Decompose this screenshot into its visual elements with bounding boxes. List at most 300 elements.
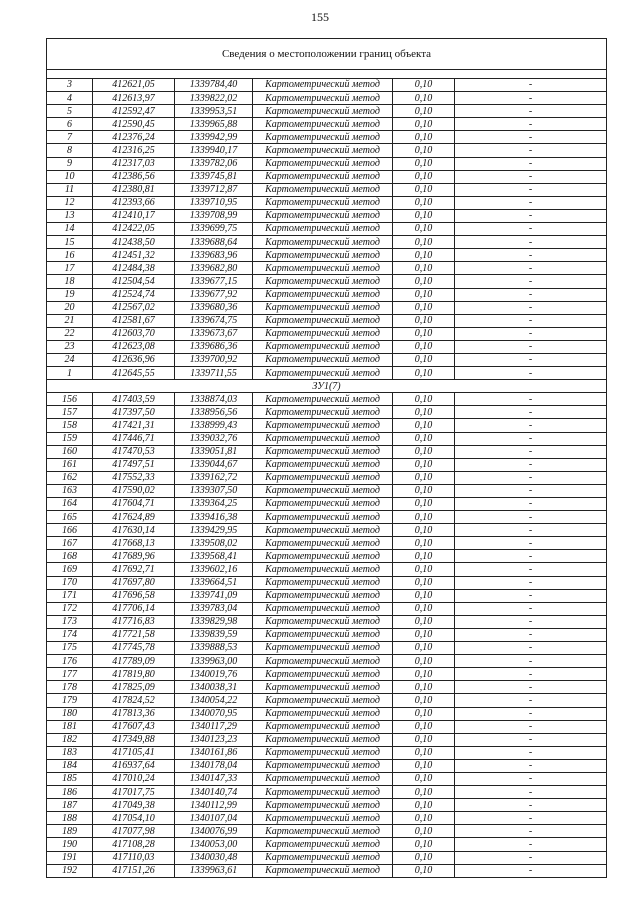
y-coordinate-cell: 1339965,88: [175, 118, 253, 131]
table-row: [47, 812, 607, 825]
description-cell: -: [455, 655, 607, 668]
point-number-cell: 169: [47, 563, 93, 576]
x-coordinate-cell: 412380,81: [93, 183, 175, 196]
table-row: [47, 79, 607, 92]
table-row: [47, 105, 607, 118]
spacer-row: [47, 70, 607, 79]
table-row: [47, 484, 607, 497]
point-number-cell: 1: [47, 367, 93, 380]
description-cell: -: [455, 602, 607, 615]
y-coordinate-cell: 1340117,29: [175, 720, 253, 733]
x-coordinate-cell: 412524,74: [93, 288, 175, 301]
method-cell: Картометрический метод: [253, 131, 393, 144]
method-cell: Картометрический метод: [253, 511, 393, 524]
point-number-cell: 15: [47, 236, 93, 249]
x-coordinate-cell: 417692,71: [93, 563, 175, 576]
y-coordinate-cell: 1339307,50: [175, 484, 253, 497]
table-row: [47, 419, 607, 432]
x-coordinate-cell: 417696,58: [93, 589, 175, 602]
y-coordinate-cell: 1339508,02: [175, 537, 253, 550]
description-cell: -: [455, 262, 607, 275]
x-coordinate-cell: 412592,47: [93, 105, 175, 118]
description-cell: -: [455, 563, 607, 576]
description-cell: -: [455, 327, 607, 340]
description-cell: -: [455, 628, 607, 641]
point-number-cell: 17: [47, 262, 93, 275]
point-number-cell: 173: [47, 615, 93, 628]
point-number-cell: 183: [47, 746, 93, 759]
y-coordinate-cell: 1339364,25: [175, 498, 253, 511]
point-number-cell: 10: [47, 170, 93, 183]
table-row: [47, 694, 607, 707]
accuracy-cell: 0,10: [393, 615, 455, 628]
table-row: [47, 707, 607, 720]
method-cell: Картометрический метод: [253, 445, 393, 458]
description-cell: -: [455, 759, 607, 772]
method-cell: Картометрический метод: [253, 602, 393, 615]
point-number-cell: 8: [47, 144, 93, 157]
table-row: [47, 406, 607, 419]
y-coordinate-cell: 1339741,09: [175, 589, 253, 602]
table-row: [47, 576, 607, 589]
x-coordinate-cell: 412484,38: [93, 262, 175, 275]
point-number-cell: 12: [47, 196, 93, 209]
method-cell: Картометрический метод: [253, 707, 393, 720]
accuracy-cell: 0,10: [393, 681, 455, 694]
table-row: [47, 209, 607, 222]
description-cell: -: [455, 105, 607, 118]
y-coordinate-cell: 1340053,00: [175, 838, 253, 851]
description-cell: -: [455, 825, 607, 838]
accuracy-cell: 0,10: [393, 393, 455, 406]
point-number-cell: 11: [47, 183, 93, 196]
accuracy-cell: 0,10: [393, 799, 455, 812]
y-coordinate-cell: 1340112,99: [175, 799, 253, 812]
method-cell: Картометрический метод: [253, 223, 393, 236]
method-cell: Картометрический метод: [253, 432, 393, 445]
method-cell: Картометрический метод: [253, 105, 393, 118]
x-coordinate-cell: 417668,13: [93, 537, 175, 550]
accuracy-cell: 0,10: [393, 707, 455, 720]
accuracy-cell: 0,10: [393, 432, 455, 445]
method-cell: Картометрический метод: [253, 406, 393, 419]
table-row: [47, 393, 607, 406]
table-row: [47, 681, 607, 694]
y-coordinate-cell: 1339673,67: [175, 327, 253, 340]
x-coordinate-cell: 417630,14: [93, 524, 175, 537]
description-cell: -: [455, 393, 607, 406]
y-coordinate-cell: 1340070,95: [175, 707, 253, 720]
table-row: [47, 458, 607, 471]
description-cell: -: [455, 157, 607, 170]
description-cell: -: [455, 812, 607, 825]
x-coordinate-cell: 412645,55: [93, 367, 175, 380]
description-cell: -: [455, 223, 607, 236]
method-cell: Картометрический метод: [253, 576, 393, 589]
y-coordinate-cell: 1340161,86: [175, 746, 253, 759]
point-number-cell: 166: [47, 524, 93, 537]
accuracy-cell: 0,10: [393, 786, 455, 799]
x-coordinate-cell: 417745,78: [93, 642, 175, 655]
description-cell: -: [455, 851, 607, 864]
method-cell: Картометрический метод: [253, 353, 393, 366]
point-number-cell: 185: [47, 772, 93, 785]
accuracy-cell: 0,10: [393, 118, 455, 131]
point-number-cell: 16: [47, 249, 93, 262]
table-row: [47, 589, 607, 602]
y-coordinate-cell: 1339162,72: [175, 471, 253, 484]
table-row: [47, 118, 607, 131]
description-cell: -: [455, 144, 607, 157]
accuracy-cell: 0,10: [393, 602, 455, 615]
description-cell: -: [455, 786, 607, 799]
x-coordinate-cell: 417349,88: [93, 733, 175, 746]
table-row: [47, 628, 607, 641]
point-number-cell: 157: [47, 406, 93, 419]
y-coordinate-cell: 1340140,74: [175, 786, 253, 799]
y-coordinate-cell: 1339963,00: [175, 655, 253, 668]
x-coordinate-cell: 417049,38: [93, 799, 175, 812]
point-number-cell: 182: [47, 733, 93, 746]
accuracy-cell: 0,10: [393, 511, 455, 524]
y-coordinate-cell: 1338874,03: [175, 393, 253, 406]
accuracy-cell: 0,10: [393, 825, 455, 838]
table-row: [47, 432, 607, 445]
x-coordinate-cell: 412623,08: [93, 340, 175, 353]
x-coordinate-cell: 417110,03: [93, 851, 175, 864]
accuracy-cell: 0,10: [393, 563, 455, 576]
accuracy-cell: 0,10: [393, 471, 455, 484]
table-row: [47, 498, 607, 511]
table-row: [47, 301, 607, 314]
description-cell: -: [455, 707, 607, 720]
table-row: [47, 537, 607, 550]
description-cell: -: [455, 367, 607, 380]
y-coordinate-cell: 1339677,15: [175, 275, 253, 288]
y-coordinate-cell: 1339712,87: [175, 183, 253, 196]
x-coordinate-cell: 417397,50: [93, 406, 175, 419]
method-cell: Картометрический метод: [253, 144, 393, 157]
y-coordinate-cell: 1339699,75: [175, 223, 253, 236]
description-cell: -: [455, 733, 607, 746]
description-cell: -: [455, 445, 607, 458]
y-coordinate-cell: 1339664,51: [175, 576, 253, 589]
table-row: [47, 786, 607, 799]
table-row: [47, 746, 607, 759]
method-cell: Картометрический метод: [253, 79, 393, 92]
description-cell: -: [455, 772, 607, 785]
accuracy-cell: 0,10: [393, 183, 455, 196]
description-cell: -: [455, 720, 607, 733]
section-row: [47, 380, 607, 393]
table-row: [47, 92, 607, 105]
point-number-cell: 5: [47, 105, 93, 118]
method-cell: Картометрический метод: [253, 275, 393, 288]
method-cell: Картометрический метод: [253, 825, 393, 838]
accuracy-cell: 0,10: [393, 406, 455, 419]
point-number-cell: 13: [47, 209, 93, 222]
description-cell: -: [455, 118, 607, 131]
method-cell: Картометрический метод: [253, 628, 393, 641]
table-row: [47, 157, 607, 170]
description-cell: -: [455, 275, 607, 288]
accuracy-cell: 0,10: [393, 668, 455, 681]
table-row: [47, 851, 607, 864]
y-coordinate-cell: 1339784,40: [175, 79, 253, 92]
x-coordinate-cell: 417689,96: [93, 550, 175, 563]
table-row: [47, 864, 607, 877]
description-cell: -: [455, 615, 607, 628]
table-row: [47, 131, 607, 144]
point-number-cell: 184: [47, 759, 93, 772]
point-number-cell: 21: [47, 314, 93, 327]
x-coordinate-cell: 417789,09: [93, 655, 175, 668]
accuracy-cell: 0,10: [393, 262, 455, 275]
table-row: [47, 642, 607, 655]
accuracy-cell: 0,10: [393, 196, 455, 209]
x-coordinate-cell: 412376,24: [93, 131, 175, 144]
accuracy-cell: 0,10: [393, 484, 455, 497]
boundary-coordinates-table: [46, 38, 607, 878]
method-cell: Картометрический метод: [253, 746, 393, 759]
y-coordinate-cell: 1339888,53: [175, 642, 253, 655]
method-cell: Картометрический метод: [253, 471, 393, 484]
method-cell: Картометрический метод: [253, 799, 393, 812]
y-coordinate-cell: 1340030,48: [175, 851, 253, 864]
x-coordinate-cell: 417624,89: [93, 511, 175, 524]
table-row: [47, 471, 607, 484]
accuracy-cell: 0,10: [393, 576, 455, 589]
accuracy-cell: 0,10: [393, 628, 455, 641]
description-cell: -: [455, 694, 607, 707]
method-cell: Картометрический метод: [253, 550, 393, 563]
method-cell: Картометрический метод: [253, 694, 393, 707]
description-cell: -: [455, 458, 607, 471]
accuracy-cell: 0,10: [393, 746, 455, 759]
y-coordinate-cell: 1339940,17: [175, 144, 253, 157]
point-number-cell: 6: [47, 118, 93, 131]
method-cell: Картометрический метод: [253, 681, 393, 694]
table-row: [47, 340, 607, 353]
point-number-cell: 189: [47, 825, 93, 838]
table-row: [47, 170, 607, 183]
description-cell: -: [455, 236, 607, 249]
table-row: [47, 445, 607, 458]
table-row: [47, 563, 607, 576]
x-coordinate-cell: 412393,66: [93, 196, 175, 209]
accuracy-cell: 0,10: [393, 236, 455, 249]
accuracy-cell: 0,10: [393, 537, 455, 550]
point-number-cell: 174: [47, 628, 93, 641]
description-cell: -: [455, 681, 607, 694]
table-row: [47, 759, 607, 772]
y-coordinate-cell: 1339942,99: [175, 131, 253, 144]
method-cell: Картометрический метод: [253, 812, 393, 825]
table-row: [47, 733, 607, 746]
point-number-cell: 187: [47, 799, 93, 812]
description-cell: -: [455, 511, 607, 524]
table-row: [47, 772, 607, 785]
table-row: [47, 825, 607, 838]
point-number-cell: 7: [47, 131, 93, 144]
x-coordinate-cell: 417403,59: [93, 393, 175, 406]
method-cell: Картометрический метод: [253, 759, 393, 772]
method-cell: Картометрический метод: [253, 655, 393, 668]
description-cell: -: [455, 668, 607, 681]
x-coordinate-cell: 412603,70: [93, 327, 175, 340]
table-row: [47, 288, 607, 301]
description-cell: -: [455, 471, 607, 484]
x-coordinate-cell: 412636,96: [93, 353, 175, 366]
accuracy-cell: 0,10: [393, 327, 455, 340]
description-cell: -: [455, 314, 607, 327]
accuracy-cell: 0,10: [393, 812, 455, 825]
y-coordinate-cell: 1339677,92: [175, 288, 253, 301]
point-number-cell: 167: [47, 537, 93, 550]
x-coordinate-cell: 417108,28: [93, 838, 175, 851]
table-row: [47, 275, 607, 288]
method-cell: Картометрический метод: [253, 537, 393, 550]
description-cell: -: [455, 353, 607, 366]
method-cell: Картометрический метод: [253, 236, 393, 249]
point-number-cell: 161: [47, 458, 93, 471]
y-coordinate-cell: 1339710,95: [175, 196, 253, 209]
x-coordinate-cell: 417824,52: [93, 694, 175, 707]
method-cell: Картометрический метод: [253, 498, 393, 511]
accuracy-cell: 0,10: [393, 223, 455, 236]
accuracy-cell: 0,10: [393, 170, 455, 183]
method-cell: Картометрический метод: [253, 183, 393, 196]
method-cell: Картометрический метод: [253, 786, 393, 799]
description-cell: -: [455, 288, 607, 301]
y-coordinate-cell: 1339708,99: [175, 209, 253, 222]
point-number-cell: 163: [47, 484, 93, 497]
x-coordinate-cell: 412438,50: [93, 236, 175, 249]
description-cell: -: [455, 537, 607, 550]
point-number-cell: 171: [47, 589, 93, 602]
description-cell: -: [455, 196, 607, 209]
x-coordinate-cell: 412316,25: [93, 144, 175, 157]
table-row: [47, 262, 607, 275]
method-cell: Картометрический метод: [253, 340, 393, 353]
point-number-cell: 191: [47, 851, 93, 864]
accuracy-cell: 0,10: [393, 353, 455, 366]
table-row: [47, 314, 607, 327]
y-coordinate-cell: 1339829,98: [175, 615, 253, 628]
accuracy-cell: 0,10: [393, 92, 455, 105]
point-number-cell: 188: [47, 812, 93, 825]
accuracy-cell: 0,10: [393, 642, 455, 655]
accuracy-cell: 0,10: [393, 157, 455, 170]
x-coordinate-cell: 417421,31: [93, 419, 175, 432]
y-coordinate-cell: 1339416,38: [175, 511, 253, 524]
y-coordinate-cell: 1340178,04: [175, 759, 253, 772]
description-cell: -: [455, 550, 607, 563]
accuracy-cell: 0,10: [393, 367, 455, 380]
y-coordinate-cell: 1339963,61: [175, 864, 253, 877]
x-coordinate-cell: 417552,33: [93, 471, 175, 484]
y-coordinate-cell: 1340076,99: [175, 825, 253, 838]
point-number-cell: 165: [47, 511, 93, 524]
accuracy-cell: 0,10: [393, 419, 455, 432]
y-coordinate-cell: 1340107,04: [175, 812, 253, 825]
table-row: [47, 249, 607, 262]
y-coordinate-cell: 1339782,06: [175, 157, 253, 170]
table-row: [47, 655, 607, 668]
method-cell: Картометрический метод: [253, 288, 393, 301]
description-cell: -: [455, 642, 607, 655]
table-row: [47, 144, 607, 157]
description-cell: -: [455, 170, 607, 183]
method-cell: Картометрический метод: [253, 118, 393, 131]
table-title: Сведения о местоположении границ объекта: [47, 39, 607, 70]
table-title-row: [47, 39, 607, 70]
x-coordinate-cell: 412613,97: [93, 92, 175, 105]
description-cell: -: [455, 864, 607, 877]
point-number-cell: 175: [47, 642, 93, 655]
point-number-cell: 18: [47, 275, 93, 288]
accuracy-cell: 0,10: [393, 498, 455, 511]
description-cell: -: [455, 484, 607, 497]
spacer-cell: [47, 70, 607, 79]
x-coordinate-cell: 417607,43: [93, 720, 175, 733]
x-coordinate-cell: 417590,02: [93, 484, 175, 497]
method-cell: Картометрический метод: [253, 524, 393, 537]
method-cell: Картометрический метод: [253, 92, 393, 105]
x-coordinate-cell: 412504,54: [93, 275, 175, 288]
description-cell: -: [455, 131, 607, 144]
accuracy-cell: 0,10: [393, 694, 455, 707]
description-cell: -: [455, 419, 607, 432]
table-row: [47, 367, 607, 380]
y-coordinate-cell: 1339686,36: [175, 340, 253, 353]
table-row: [47, 223, 607, 236]
description-cell: -: [455, 209, 607, 222]
method-cell: Картометрический метод: [253, 484, 393, 497]
point-number-cell: 160: [47, 445, 93, 458]
description-cell: -: [455, 576, 607, 589]
table-row: [47, 799, 607, 812]
method-cell: Картометрический метод: [253, 393, 393, 406]
accuracy-cell: 0,10: [393, 275, 455, 288]
method-cell: Картометрический метод: [253, 301, 393, 314]
y-coordinate-cell: 1339688,64: [175, 236, 253, 249]
method-cell: Картометрический метод: [253, 458, 393, 471]
y-coordinate-cell: 1339682,80: [175, 262, 253, 275]
method-cell: Картометрический метод: [253, 864, 393, 877]
accuracy-cell: 0,10: [393, 720, 455, 733]
point-number-cell: 176: [47, 655, 93, 668]
x-coordinate-cell: 417813,36: [93, 707, 175, 720]
accuracy-cell: 0,10: [393, 301, 455, 314]
x-coordinate-cell: 417697,80: [93, 576, 175, 589]
method-cell: Картометрический метод: [253, 642, 393, 655]
y-coordinate-cell: 1339822,02: [175, 92, 253, 105]
y-coordinate-cell: 1339700,92: [175, 353, 253, 366]
description-cell: -: [455, 498, 607, 511]
accuracy-cell: 0,10: [393, 655, 455, 668]
description-cell: -: [455, 746, 607, 759]
y-coordinate-cell: 1339745,81: [175, 170, 253, 183]
y-coordinate-cell: 1339568,41: [175, 550, 253, 563]
x-coordinate-cell: 417819,80: [93, 668, 175, 681]
y-coordinate-cell: 1338999,43: [175, 419, 253, 432]
point-number-cell: 181: [47, 720, 93, 733]
point-number-cell: 192: [47, 864, 93, 877]
method-cell: Картометрический метод: [253, 209, 393, 222]
table-row: [47, 550, 607, 563]
description-cell: -: [455, 799, 607, 812]
